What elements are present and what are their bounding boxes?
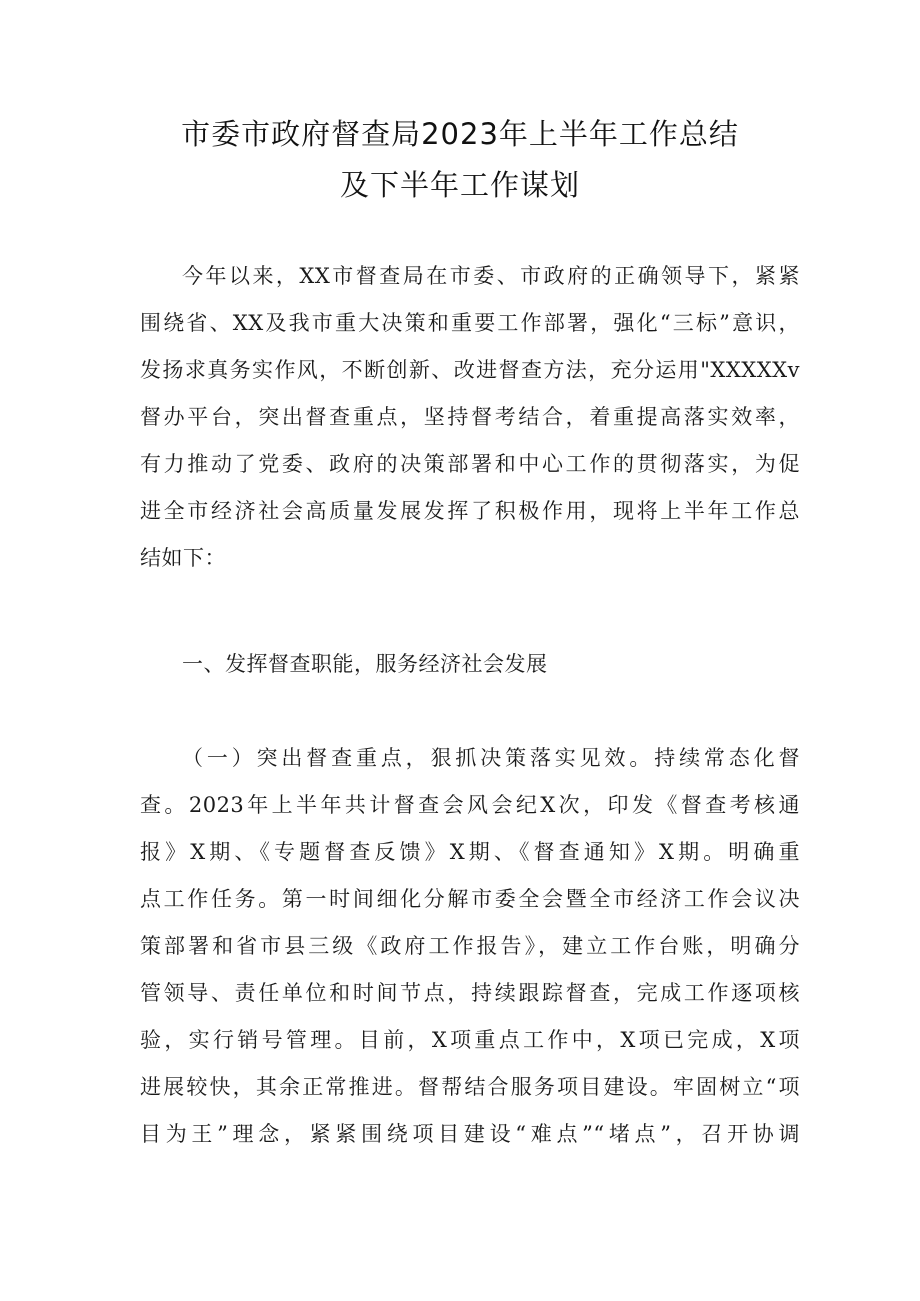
paragraph-line: （一）突出督查重点，狠抓决策落实见效。持续常态化督	[182, 746, 800, 770]
document-title-line-2: 及下半年工作谋划	[339, 168, 580, 202]
paragraph-line: 验，实行销号管理。目前，X项重点工作中，X项已完成，X项	[140, 1028, 800, 1052]
paragraph-line: 进展较快，其余正常推进。督帮结合服务项目建设。牢固树立“项	[140, 1075, 800, 1099]
paragraph-line: 查。2023年上半年共计督查会风会纪X次，印发《督查考核通	[140, 793, 800, 817]
paragraph-line: 围绕省、XX及我市重大决策和重要工作部署，强化“三标”意识，	[140, 311, 800, 335]
paragraph-line: 今年以来，XX市督查局在市委、市政府的正确领导下，紧紧	[182, 264, 800, 288]
document-title-line-1: 市委市政府督查局2023年上半年工作总结	[181, 117, 739, 151]
paragraph-line: 有力推动了党委、政府的决策部署和中心工作的贯彻落实，为促	[140, 452, 800, 476]
paragraph-line: 点工作任务。第一时间细化分解市委全会暨全市经济工作会议决	[140, 887, 800, 911]
paragraph-line: 督办平台，突出督查重点，坚持督考结合，着重提高落实效率，	[140, 405, 800, 429]
paragraph-line: 发扬求真务实作风，不断创新、改进督查方法，充分运用"XXXXXv	[140, 358, 800, 382]
paragraph-line: 报》X期、《专题督查反馈》X期、《督查通知》X期。明确重	[140, 840, 800, 864]
paragraph-line: 目为王”理念，紧紧围绕项目建设“难点”“堵点”，召开协调	[140, 1122, 800, 1146]
paragraph-line: 进全市经济社会高质量发展发挥了积极作用，现将上半年工作总	[140, 499, 800, 523]
paragraph-line: 结如下：	[140, 546, 226, 570]
section-heading: 一、发挥督查职能，服务经济社会发展	[182, 652, 548, 676]
paragraph-line: 策部署和省市县三级《政府工作报告》，建立工作台账，明确分	[140, 934, 800, 958]
paragraph-line: 管领导、责任单位和时间节点，持续跟踪督查，完成工作逐项核	[140, 981, 800, 1005]
